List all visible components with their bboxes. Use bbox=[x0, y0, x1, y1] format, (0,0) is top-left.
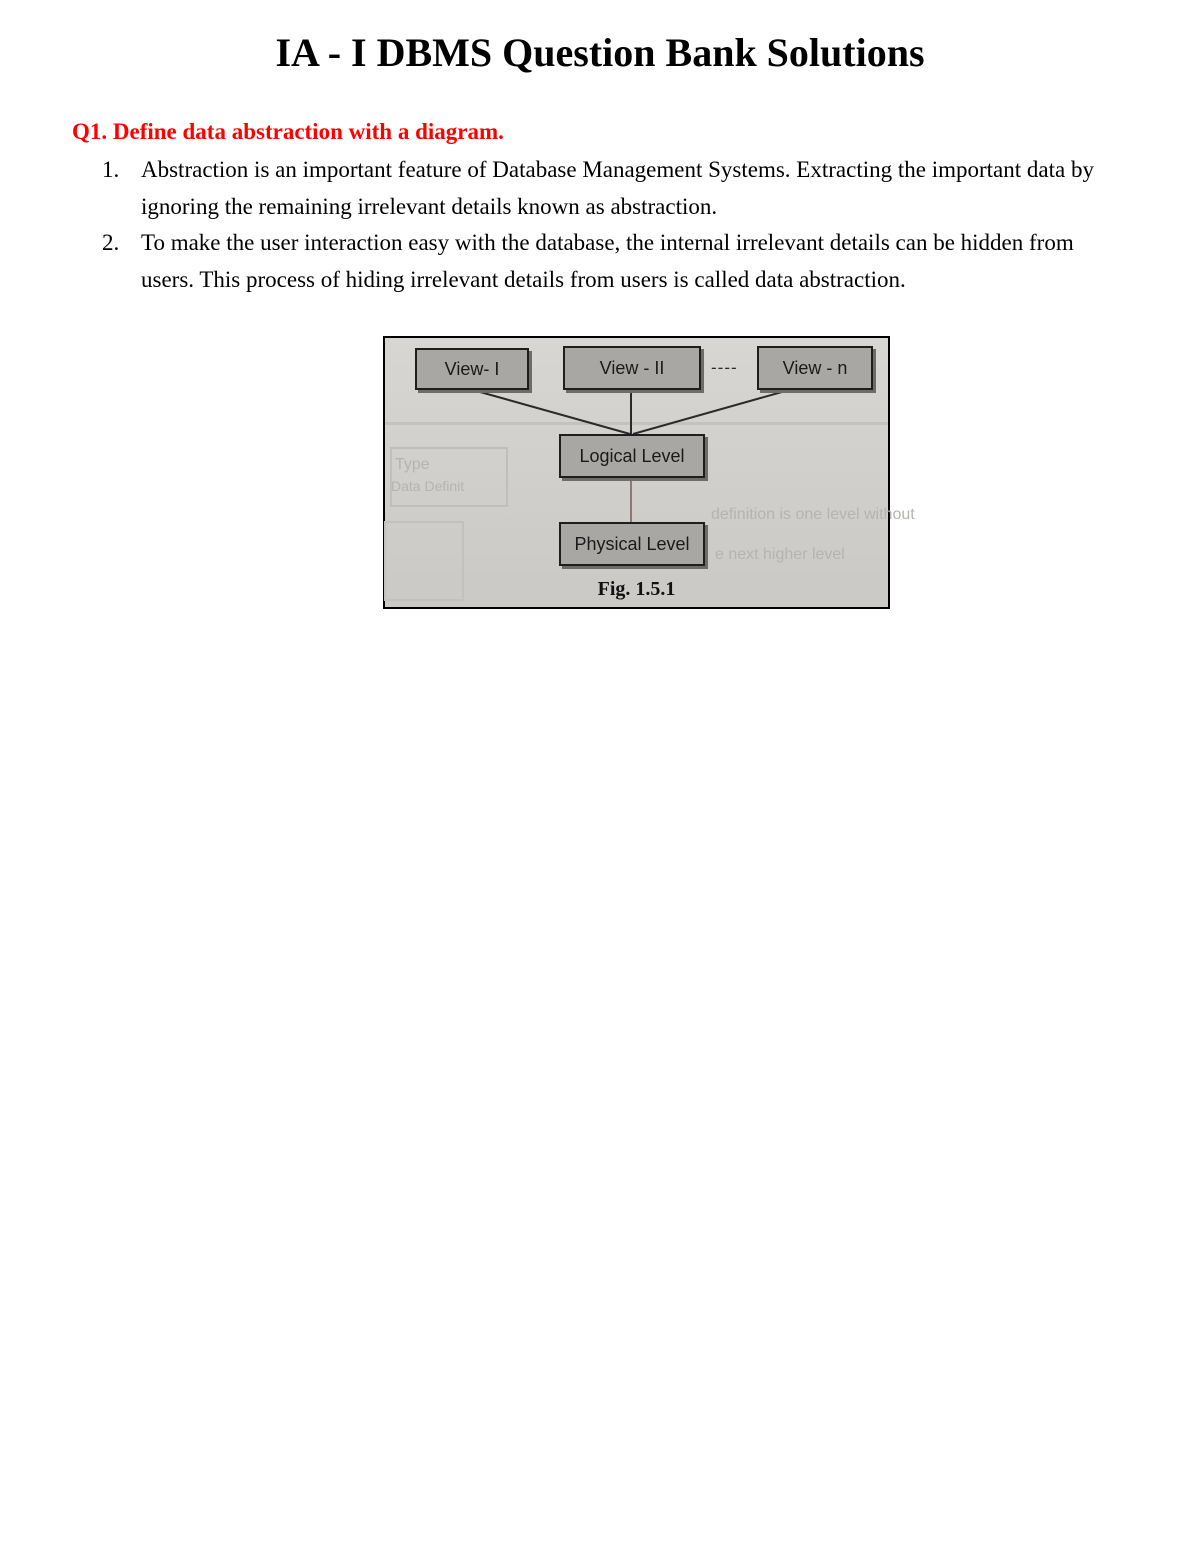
bleed-text: e next higher level bbox=[715, 546, 845, 563]
view-n-label: View - n bbox=[782, 358, 848, 378]
view-ellipsis: ---- bbox=[711, 358, 738, 377]
logical-level-label: Logical Level bbox=[579, 446, 685, 466]
list-item-text: Abstraction is an important feature of Database Management Systems. Extracting the important data by ignoring the remaining irrelevant details known as abstraction. bbox=[141, 157, 1094, 219]
list-item bbox=[102, 225, 1132, 298]
bleed-text: Type bbox=[395, 456, 430, 473]
list-item-text: To make the user interaction easy with the database, the internal irrelevant details can be hidden from users. This process of hiding irrelevant details from users is called data abstraction. bbox=[141, 230, 1074, 292]
list-item-number: 2. bbox=[102, 230, 120, 255]
answer-list bbox=[102, 152, 1132, 298]
data-abstraction-diagram bbox=[383, 336, 915, 609]
bleed-text: definition is one level without bbox=[711, 506, 915, 523]
figure-caption: Fig. 1.5.1 bbox=[597, 578, 676, 600]
physical-level-box bbox=[559, 522, 705, 566]
line-view1-logical bbox=[473, 390, 630, 434]
bleed-text: Data Definit bbox=[391, 478, 465, 494]
physical-level-label: Physical Level bbox=[574, 534, 690, 554]
view-1-box bbox=[415, 348, 529, 390]
list-item-number: 1. bbox=[102, 157, 120, 182]
line-viewn-logical bbox=[633, 390, 789, 434]
list-item bbox=[102, 152, 1132, 225]
view-2-box bbox=[563, 346, 701, 390]
question-heading: Q1. Define data abstraction with a diagram. bbox=[72, 119, 504, 144]
view-n-box bbox=[757, 346, 873, 390]
document-title: IA - I DBMS Question Bank Solutions bbox=[275, 30, 925, 75]
view-1-label: View- I bbox=[444, 359, 500, 379]
view-2-label: View - II bbox=[599, 358, 665, 378]
logical-level-box bbox=[559, 434, 705, 478]
